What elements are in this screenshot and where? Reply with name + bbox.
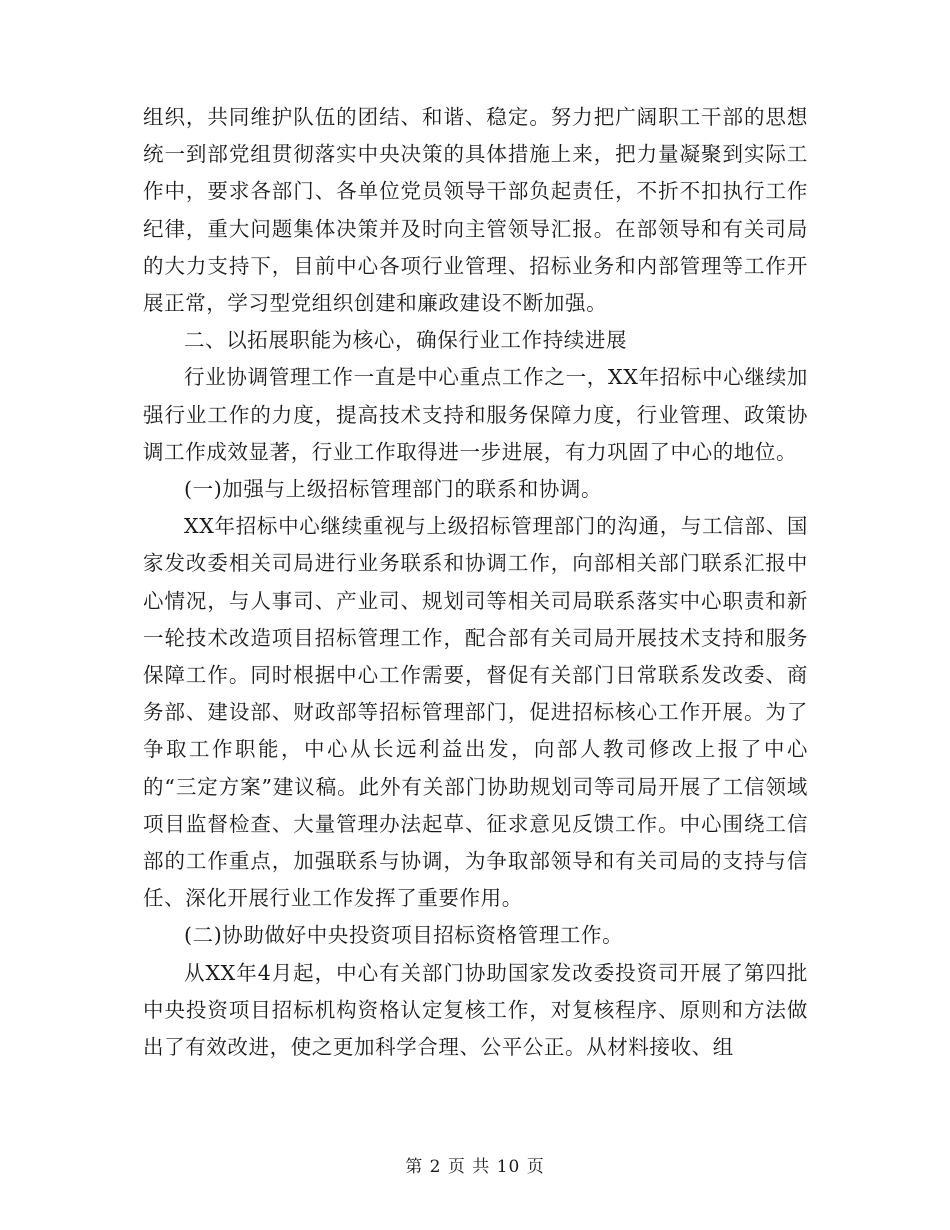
subsection-heading-1: (一)加强与上级招标管理部门的联系和协调。 — [184, 477, 603, 502]
paragraph-4: 从XX年4月起，中心有关部门协助国家发改委投资司开展了第四批中央投资项目招标机构资格认定复核工作，对复核程序、原则和方法做出了有效改进，使之更加科学合理、公平公正。从材料接收、组 — [143, 960, 808, 1060]
document-body — [143, 99, 808, 1066]
section-heading-2: 二、以拓展职能为核心，确保行业工作持续进展 — [184, 328, 628, 353]
paragraph-3: XX年招标中心继续重视与上级招标管理部门的沟通，与工信部、国家发改委相关司局进行业务联系和协调工作，向部相关部门联系汇报中心情况，与人事司、产业司、规划司等相关司局联系落实中心职责和新一轮技术改造项目招标管理工作，配合部有关司局开展技术支持和服务保障工作。同时根据中心工作需要，督促有关部门日常联系发改委、商务部、建设部、财政部等招标管理部门，促进招标核心工作开展。为了争取工作职能，中心从长远利益出发，向部人教司修改上报了中心的“三定方案”建议稿。此外有关部门协助规划司等司局开展了工信领域项目监督检查、大量管理办法起草、征求意见反馈工作。中心围绕工信部的工作重点，加强联系与协调，为争取部领导和有关司局的支持与信任、深化开展行业工作发挥了重要作用。 — [143, 514, 808, 911]
page-footer — [0, 1152, 950, 1177]
subsection-heading-2: (二)协助做好中央投资项目招标资格管理工作。 — [184, 923, 624, 948]
page-number-label: 第 2 页 共 10 页 — [405, 1157, 545, 1177]
paragraph-2: 行业协调管理工作一直是中心重点工作之一，XX年招标中心继续加强行业工作的力度，提高技术支持和服务保障力度，行业管理、政策协调工作成效显著，行业工作取得进一步进展，有力巩固了中心的地位。 — [143, 365, 808, 464]
paragraph-1: 组织，共同维护队伍的团结、和谐、稳定。努力把广阔职工干部的思想统一到部党组贯彻落实中央决策的具体措施上来，把力量凝聚到实际工作中，要求各部门、各单位党员领导干部负起责任，不折不扣执行工作纪律，重大问题集体决策并及时向主管领导汇报。在部领导和有关司局的大力支持下，目前中心各项行业管理、招标业务和内部管理等工作开展正常，学习型党组织创建和廉政建设不断加强。 — [143, 105, 808, 316]
